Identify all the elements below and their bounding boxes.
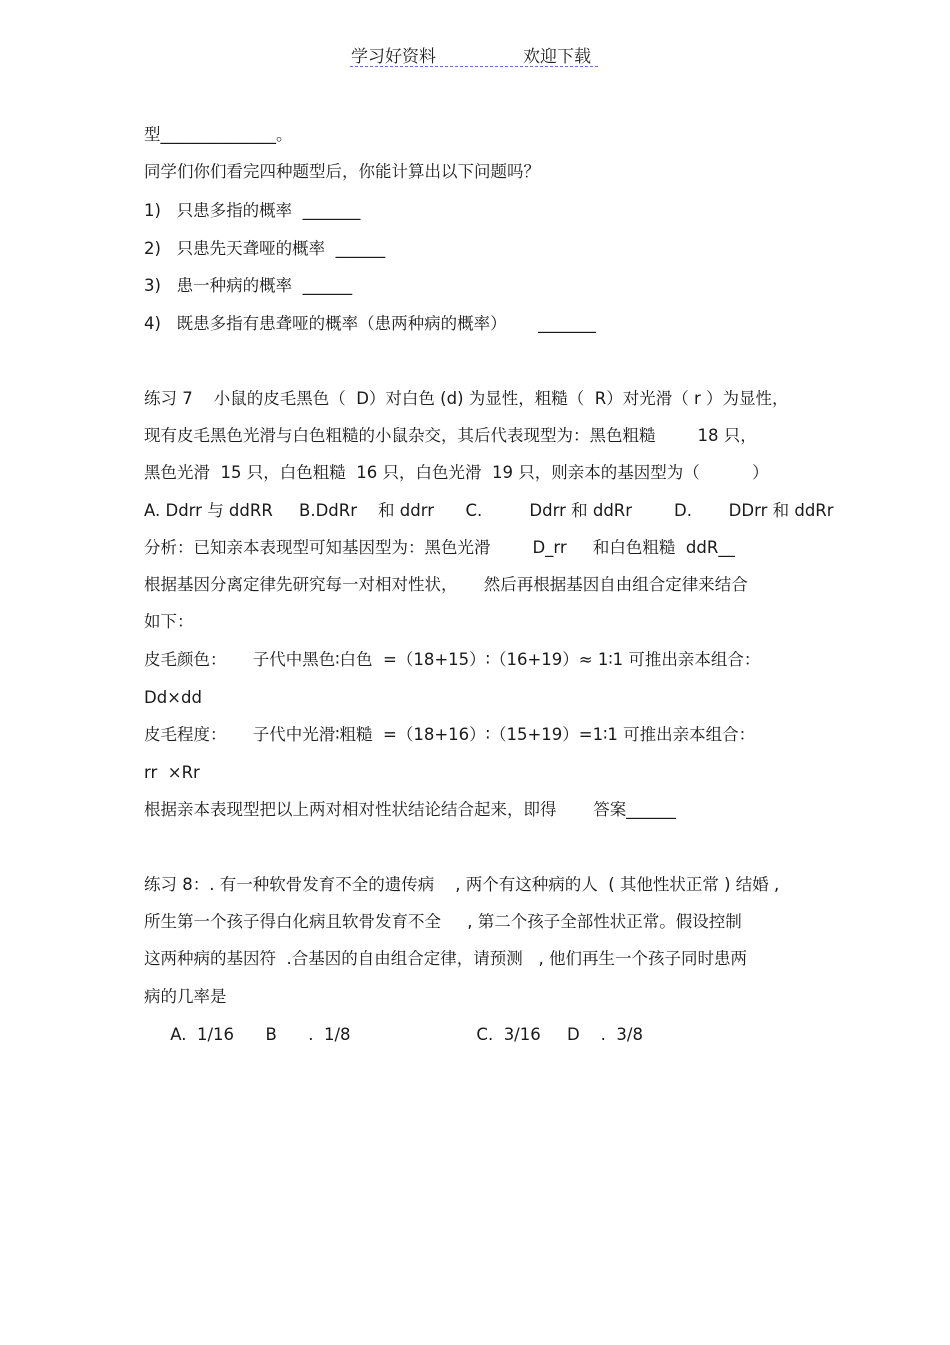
- analysis-line: 如下：: [144, 612, 194, 631]
- exercise-8-options: A. 1/16 B . 1/8 C. 3/16 D . 3/8: [144, 1025, 643, 1044]
- question-line: 2) 只患先天聋哑的概率 ______: [144, 239, 386, 258]
- exercise-7-line: 练习 7 小鼠的皮毛黑色（ D）对白色 (d) 为显性，粗糙（ R）对光滑（ r ）为显性，: [144, 389, 789, 408]
- header-right-text: 欢迎下载: [523, 47, 591, 67]
- exercise-8-line: 练习 8：. 有一种软骨发育不全的遗传病 , 两个有这种病的人 ( 其他性状正常 ) 结婚 ,: [144, 875, 780, 894]
- text-line: 型______________。: [144, 125, 293, 144]
- exercise-8-line: 这两种病的基因符 .合基因的自由组合定律，请预测 , 他们再生一个孩子同时患两: [144, 949, 747, 968]
- exercise-7-line: 黑色光滑 15 只，白色粗糙 16 只，白色光滑 19 只，则亲本的基因型为（ ）: [144, 463, 769, 482]
- page-header: [350, 40, 598, 67]
- question-line: 3) 患一种病的概率 ______: [144, 276, 353, 295]
- analysis-line: Dd×dd: [144, 688, 202, 707]
- analysis-line: 根据基因分离定律先研究每一对相对性状， 然后再根据基因自由组合定律来结合: [144, 575, 748, 594]
- exercise-8-line: 所生第一个孩子得白化病且软骨发育不全 , 第二个孩子全部性状正常。假设控制: [144, 912, 742, 931]
- exercise-7-line: 现有皮毛黑色光滑与白色粗糙的小鼠杂交，其后代表现型为：黑色粗糙 18 只，: [144, 426, 757, 445]
- question-line: 4) 既患多指有患聋哑的概率（患两种病的概率） _______: [144, 314, 596, 333]
- analysis-line: 分析：已知亲本表现型可知基因型为：黑色光滑 D_rr 和白色粗糙 ddR__: [144, 538, 735, 557]
- text-line: 同学们你们看完四种题型后，你能计算出以下问题吗？: [144, 162, 540, 181]
- header-left-text: 学习好资料: [351, 47, 436, 67]
- analysis-line: 根据亲本表现型把以上两对相对性状结论结合起来，即得 答案______: [144, 800, 676, 819]
- exercise-7-options: A. Ddrr 与 ddRR B.DdRr 和 ddrr C. Ddrr 和 ddRr D. DDrr 和 ddRr: [144, 501, 834, 520]
- analysis-line: 皮毛颜色： 子代中黑色∶白色 =（18+15）∶（16+19）≈ 1∶1 可推出亲本组合：: [144, 650, 761, 669]
- analysis-line: rr ×Rr: [144, 763, 200, 782]
- exercise-8-line: 病的几率是: [144, 987, 227, 1006]
- question-line: 1) 只患多指的概率 _______: [144, 201, 361, 220]
- analysis-line: 皮毛程度： 子代中光滑∶粗糙 =（18+16）∶（15+19）=1∶1 可推出亲本组合：: [144, 725, 756, 744]
